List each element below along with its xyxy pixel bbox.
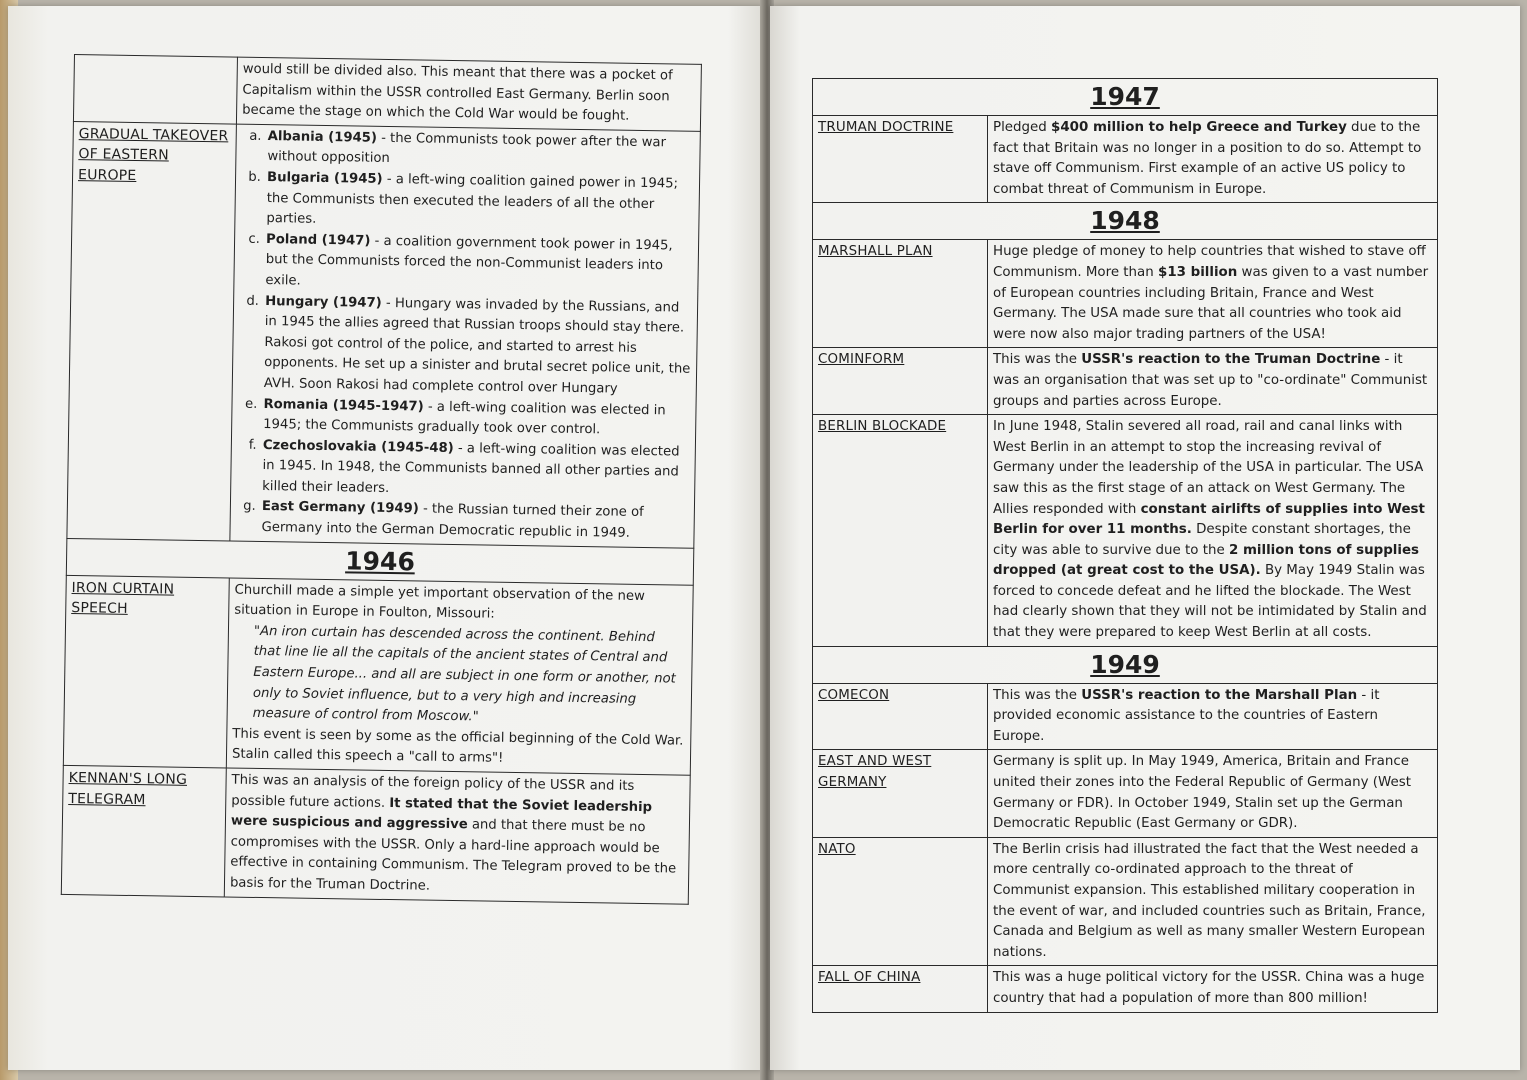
east-west-description: Germany is split up. In May 1949, America, Britain and France united their zones into the Federal Republic of Germany (West Germany or FDR). In October 1949, Stalin set up the German Democratic Republic (East Germany or GDR).	[988, 750, 1438, 837]
list-item: c. Poland (1947) - a coalition government took power in 1945, but the Communists forced the non-Communist leaders into exile.	[263, 230, 693, 299]
churchill-quote: "An iron curtain has descended across the continent. Behind that line lie all the capitals of the ancient states of Central and Eastern Europe... and all are subject in one form or another, not only to Soviet influence, but to a very high and increasing measure of control from Moscow."	[252, 623, 676, 725]
term-comecon: COMECON	[813, 683, 988, 750]
cominform-description: This was the USSR's reaction to the Truman Doctrine - it was an organisation that was set up to "co-ordinate" Communist groups and parties across Europe.	[988, 348, 1438, 415]
table-row	[813, 837, 1438, 966]
table-row	[61, 765, 690, 903]
table-row	[813, 348, 1438, 415]
table-row	[813, 750, 1438, 837]
table-row	[67, 121, 700, 548]
term-cominform: COMINFORM	[813, 348, 988, 415]
right-notes-table	[812, 78, 1438, 1013]
year-row	[813, 646, 1438, 683]
year-row	[813, 203, 1438, 240]
list-item: f. Czechoslovakia (1945-48) - a left-wing coalition was elected in 1945. In 1948, the Communists banned all other parties and killed their leaders.	[260, 436, 690, 505]
takeover-list	[235, 126, 694, 545]
intro-text: would still be divided also. This meant that there was a pocket of Capitalism within the USSR controlled East Germany. Berlin soon became the stage on which the Cold War would be fought.	[236, 57, 701, 131]
nato-description: The Berlin crisis had illustrated the fact that the West needed a more centrally co-ordinated approach to the threat of Communist expansion. This established military cooperation in the event of war, and included countries such as Britain, France, Canada and Belgium as well as many smaller Western European nations.	[988, 837, 1438, 966]
term-truman: TRUMAN DOCTRINE	[813, 116, 988, 203]
term-iron-curtain: IRON CURTAIN SPEECH	[63, 575, 229, 768]
year-header-1946: 1946	[66, 538, 694, 585]
comecon-description: This was the USSR's reaction to the Marshall Plan - it provided economic assistance to the countries of Eastern Europe.	[988, 683, 1438, 750]
table-row	[813, 116, 1438, 203]
term-kennan: KENNAN'S LONG TELEGRAM	[61, 765, 226, 896]
right-page	[770, 6, 1520, 1070]
term-nato: NATO	[813, 837, 988, 966]
table-row	[813, 240, 1438, 348]
list-item: d. Hungary (1947) - Hungary was invaded by the Russians, and in 1945 the allies agreed that Russian troops should stay there. Rakosi got control of the police, and started to arrest his opponents. He set up a sinister and brutal secret police unit, the AVH. Soon Rakosi had complete control over Hungary	[262, 292, 693, 402]
table-row	[813, 415, 1438, 647]
term-berlin: BERLIN BLOCKADE	[813, 415, 988, 647]
term-marshall: MARSHALL PLAN	[813, 240, 988, 348]
year-row	[813, 79, 1438, 116]
year-header-1948: 1948	[813, 203, 1438, 240]
table-row	[813, 966, 1438, 1012]
term-east-west: EAST AND WEST GERMANY	[813, 750, 988, 837]
table-row	[813, 683, 1438, 750]
left-page	[8, 6, 763, 1070]
year-header-1947: 1947	[813, 79, 1438, 116]
list-item: b. Bulgaria (1945) - a left-wing coalition gained power in 1945; the Communists then executed the leaders of all the other parties.	[264, 168, 694, 237]
list-item: e. Romania (1945-1947) - a left-wing coalition was elected in 1945; the Communists gradually took over control.	[261, 394, 691, 442]
table-row	[63, 575, 693, 775]
list-item: a. Albania (1945) - the Communists took power after the war without opposition	[265, 127, 695, 175]
term-china: FALL OF CHINA	[813, 966, 988, 1012]
berlin-description: In June 1948, Stalin severed all road, rail and canal links with West Berlin in an attempt to stop the increasing revival of Germany under the leadership of the USA in particular. The USA saw this as the first stage of an attack on West Germany. The Allies responded with constant airlifts of supplies into West Berlin for over 11 months. Despite constant shortages, the city was able to survive due to the 2 million tons of supplies dropped (at great cost to the USA). By May 1949 Stalin was forced to concede defeat and he lifted the blockade. The West had clearly shown that they will not be intimidated by Stalin and that they were prepared to keep West Berlin at all costs.	[988, 415, 1438, 647]
kennan-description: This was an analysis of the foreign policy of the USSR and its possible future actions. It stated that the Soviet leadership were suspicious and aggressive and that there must be no compromises with the USSR. Only a hard-line approach would be effective in containing Communism. The Telegram proved to be the basis for the Truman Doctrine.	[224, 768, 690, 904]
china-description: This was a huge political victory for the USSR. China was a huge country that had a population of more than 800 million!	[988, 966, 1438, 1012]
table-row	[73, 55, 701, 132]
marshall-description: Huge pledge of money to help countries that wished to stave off Communism. More than $13 billion was given to a vast number of European countries including Britain, France and West Germany. The USA made sure that all countries who took aid were now also major trading partners of the USA!	[988, 240, 1438, 348]
list-item: g. East Germany (1949) - the Russian turned their zone of Germany into the German Democratic republic in 1949.	[259, 497, 689, 545]
gradual-takeover-description	[230, 124, 700, 548]
year-header-1949: 1949	[813, 646, 1438, 683]
left-notes-table	[61, 54, 702, 904]
truman-description: Pledged $400 million to help Greece and Turkey due to the fact that Britain was no longer in a position to do so. Attempt to stave off Communism. First example of an active US policy to combat threat of Communism in Europe.	[988, 116, 1438, 203]
iron-curtain-description: Churchill made a simple yet important observation of the new situation in Europe in Foulton, Missouri: "An iron curtain has descended across the continent. Behind that line lie all the capitals of the ancient states of Central and Eastern Europe... and all are subject in one form or another, not only to Soviet influence, but to a very high and increasing measure of control from Moscow." This event is seen by some as the official beginning of the Cold War. Stalin called this speech a "call to arms"!	[226, 578, 693, 776]
empty-term-cell	[73, 55, 237, 124]
term-gradual-takeover: GRADUAL TAKEOVER OF EASTERN EUROPE	[67, 121, 237, 540]
